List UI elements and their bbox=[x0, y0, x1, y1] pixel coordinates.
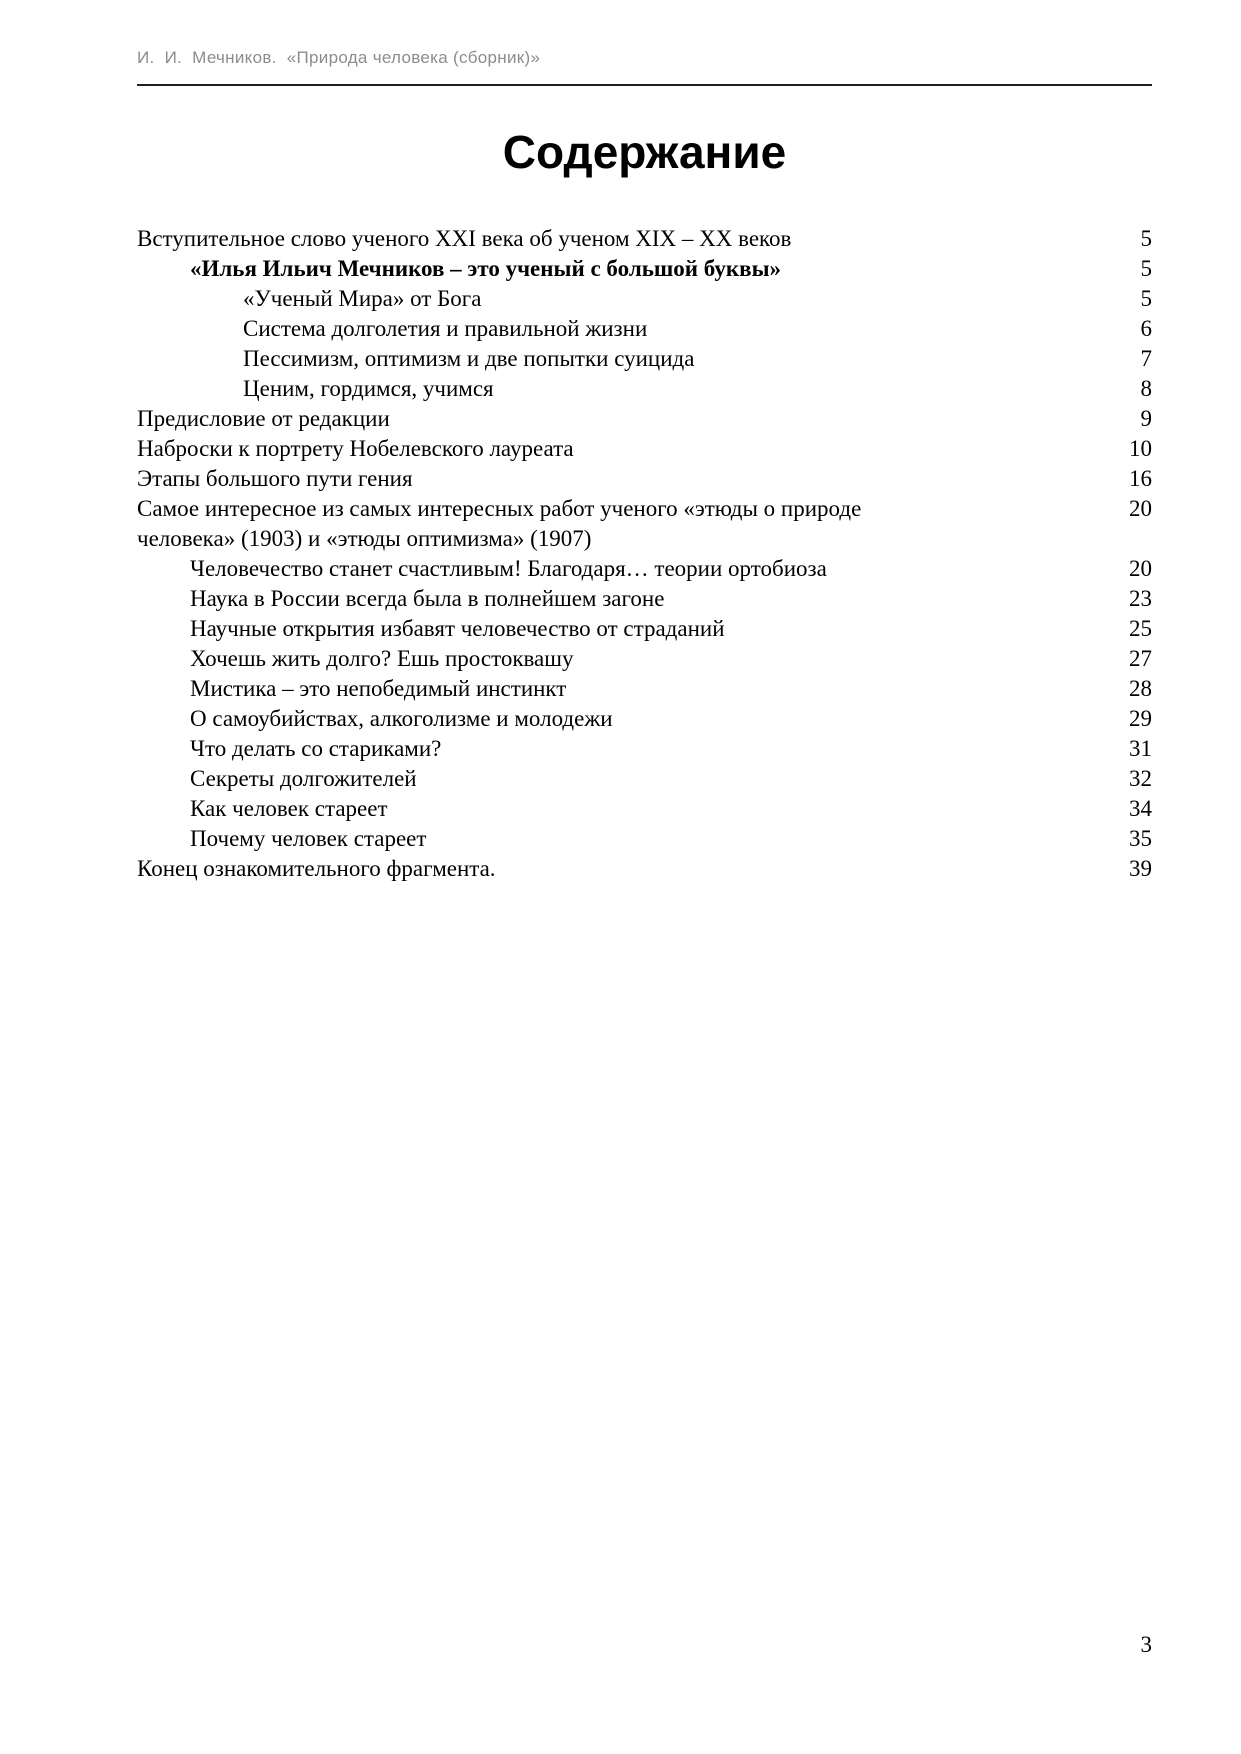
toc-entry-page-number: 5 bbox=[1140, 286, 1152, 311]
toc-entry-page-number: 20 bbox=[1129, 496, 1152, 521]
toc-entry-row bbox=[137, 224, 1152, 254]
toc-entry-page-number: 16 bbox=[1129, 466, 1152, 491]
toc-entry-page-number: 29 bbox=[1129, 706, 1152, 731]
toc-entry-text: Человечество станет счастливым! Благодаря… теории ортобиоза bbox=[190, 556, 827, 581]
toc-entry-text: Ценим, гордимся, учимся bbox=[243, 376, 494, 401]
toc-entry-page-number: 34 bbox=[1129, 796, 1152, 821]
toc-entry-row bbox=[137, 584, 1152, 614]
toc-entry-text: Мистика – это непобедимый инстинкт bbox=[190, 676, 567, 701]
toc-entry-page-number: 20 bbox=[1129, 556, 1152, 581]
toc-entry-page-number: 10 bbox=[1129, 436, 1152, 461]
toc-entry-row bbox=[137, 704, 1152, 734]
toc-entry-page-number: 9 bbox=[1140, 406, 1152, 431]
toc-entry-page-number: 7 bbox=[1140, 346, 1152, 371]
toc-entry-page-number: 28 bbox=[1129, 676, 1152, 701]
toc-entry-row bbox=[137, 644, 1152, 674]
toc-entry-row bbox=[137, 404, 1152, 434]
table-of-contents bbox=[137, 224, 1152, 884]
toc-entry-page-number: 25 bbox=[1129, 616, 1152, 641]
toc-entry-row bbox=[137, 374, 1152, 404]
toc-entry-text: «Илья Ильич Мечников – это ученый с большой буквы» bbox=[190, 256, 782, 281]
page-header bbox=[137, 0, 1152, 86]
toc-entry-row bbox=[137, 284, 1152, 314]
toc-entry-text: Самое интересное из самых интересных работ ученого «этюды о природе человека» (1903) и «этюды оптимизма» (1907) bbox=[137, 496, 862, 551]
toc-entry-page-number: 27 bbox=[1129, 646, 1152, 671]
toc-entry-text: Хочешь жить долго? Ешь простоквашу bbox=[190, 646, 574, 671]
toc-entry-text: Конец ознакомительного фрагмента. bbox=[137, 856, 496, 881]
toc-entry-row bbox=[137, 464, 1152, 494]
toc-entry-text: Как человек стареет bbox=[190, 796, 388, 821]
toc-entry-row bbox=[137, 344, 1152, 374]
toc-entry-text: Что делать со стариками? bbox=[190, 736, 442, 761]
book-title: И. И. Мечников. «Природа человека (сборник)» bbox=[137, 48, 541, 67]
toc-entry-row bbox=[137, 554, 1152, 584]
toc-entry-text: Вступительное слово ученого XXI века об ученом XIX – XX веков bbox=[137, 226, 792, 251]
toc-entry-page-number: 39 bbox=[1129, 856, 1152, 881]
toc-entry-row bbox=[137, 794, 1152, 824]
toc-entry-text: Система долголетия и правильной жизни bbox=[243, 316, 648, 341]
toc-entry-row bbox=[137, 494, 1152, 554]
toc-entry-row bbox=[137, 764, 1152, 794]
toc-entry-text: Секреты долгожителей bbox=[190, 766, 417, 791]
toc-entry-row bbox=[137, 824, 1152, 854]
toc-entry-page-number: 32 bbox=[1129, 766, 1152, 791]
toc-entry-text: Пессимизм, оптимизм и две попытки суицида bbox=[243, 346, 695, 371]
toc-entry-text: Наброски к портрету Нобелевского лауреата bbox=[137, 436, 574, 461]
toc-entry-text: О самоубийствах, алкоголизме и молодежи bbox=[190, 706, 613, 731]
toc-entry-row bbox=[137, 434, 1152, 464]
toc-entry-page-number: 31 bbox=[1129, 736, 1152, 761]
toc-entry-page-number: 6 bbox=[1140, 316, 1152, 341]
toc-entry-page-number: 5 bbox=[1140, 256, 1152, 281]
toc-entry-text: Предисловие от редакции bbox=[137, 406, 390, 431]
toc-entry-row bbox=[137, 614, 1152, 644]
toc-entry-text: Наука в России всегда была в полнейшем загоне bbox=[190, 586, 665, 611]
toc-entry-text: Почему человек стареет bbox=[190, 826, 427, 851]
toc-entry-page-number: 35 bbox=[1129, 826, 1152, 851]
toc-entry-row bbox=[137, 854, 1152, 884]
toc-entry-row bbox=[137, 674, 1152, 704]
toc-entry-text: «Ученый Мира» от Бога bbox=[243, 286, 482, 311]
toc-entry-page-number: 23 bbox=[1129, 586, 1152, 611]
toc-entry-text: Научные открытия избавят человечество от страданий bbox=[190, 616, 725, 641]
toc-entry-page-number: 5 bbox=[1140, 226, 1152, 251]
footer-page-number: 3 bbox=[1140, 1632, 1152, 1657]
page-title: Содержание bbox=[502, 126, 787, 178]
toc-entry-text: Этапы большого пути гения bbox=[137, 466, 413, 491]
toc-entry-row bbox=[137, 734, 1152, 764]
toc-entry-row bbox=[137, 254, 1152, 284]
toc-entry-page-number: 8 bbox=[1140, 376, 1152, 401]
toc-entry-row bbox=[137, 314, 1152, 344]
